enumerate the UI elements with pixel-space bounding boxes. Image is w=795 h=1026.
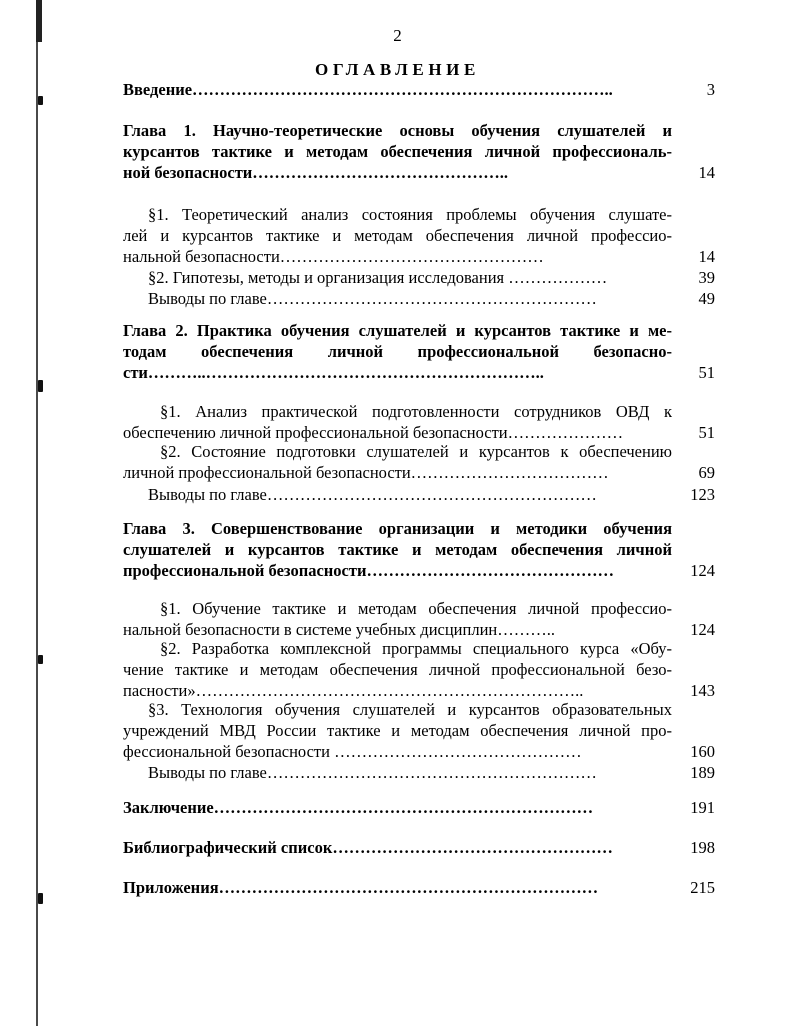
toc-entry-title: сти………..…………………………………………………….. — [123, 363, 544, 382]
toc-page-number: 51 — [698, 363, 715, 382]
toc-entry-title: Введение………………………………………………………………….. — [123, 80, 613, 99]
toc-entry-title: ной безопасности……………………………………….. — [123, 163, 509, 182]
toc-page-number: 123 — [690, 485, 715, 504]
toc-entry-title: профессиональной безопасности……………………………………… — [123, 561, 614, 580]
toc-page-number: 215 — [690, 878, 715, 897]
toc-page-number: 49 — [698, 289, 715, 308]
toc-page-number: 3 — [706, 80, 715, 99]
scan-edge-line — [36, 0, 38, 1026]
toc-page-number: 14 — [698, 163, 715, 182]
toc-entry-title: Выводы по главе…………………………………………………… — [148, 763, 597, 782]
toc-entry-title: Заключение…………………………………………………………… — [123, 798, 594, 817]
toc-entry-title: §1. Теоретический анализ состояния проблемы обучения слушате- — [148, 205, 672, 224]
toc-page-number: 124 — [690, 620, 715, 639]
toc-page-number: 143 — [690, 681, 715, 700]
toc-entry-title: Глава 1. Научно-теоретические основы обучения слушателей и — [123, 121, 672, 140]
toc-entry-title: Библиографический список…………………………………………… — [123, 838, 613, 857]
toc-entry-title: чение тактике и методам обеспечения личной профессиональной безо- — [123, 660, 672, 679]
toc-entry-title: личной профессиональной безопасности……………………………… — [123, 463, 609, 482]
toc-entry-title: фессиональной безопасности ……………………………………… — [123, 742, 582, 761]
toc-entry-title: учреждений МВД России тактике и методам обеспечения личной про- — [123, 721, 672, 740]
toc-entry-title: §1. Анализ практической подготовленности сотрудников ОВД к — [160, 402, 672, 421]
toc-page-number: 69 — [698, 463, 715, 482]
toc-page-number: 124 — [690, 561, 715, 580]
toc-entry-title: тодам обеспечения личной профессиональной безопасно- — [123, 342, 672, 361]
binding-hole-mark — [38, 380, 43, 392]
toc-page-number: 191 — [690, 798, 715, 817]
toc-page-number: 14 — [698, 247, 715, 266]
binding-hole-mark — [38, 893, 43, 904]
toc-entry-title: пасности»…………………………………………………………….. — [123, 681, 584, 700]
toc-entry-title: Выводы по главе…………………………………………………… — [148, 289, 597, 308]
toc-page-number: 160 — [690, 742, 715, 761]
toc-entry-title: §3. Технология обучения слушателей и курсантов образовательных — [148, 700, 672, 719]
toc-entry-title: обеспечению личной профессиональной безопасности………………… — [123, 423, 624, 442]
toc-entry-title: §2. Гипотезы, методы и организация исследования ……………… — [148, 268, 608, 287]
toc-page-number: 189 — [690, 763, 715, 782]
toc-page-number: 39 — [698, 268, 715, 287]
toc-entry-title: Глава 2. Практика обучения слушателей и курсантов тактике и ме- — [123, 321, 672, 340]
toc-entry-title: §2. Разработка комплексной программы специального курса «Обу- — [160, 639, 672, 658]
toc-page-number: 198 — [690, 838, 715, 857]
toc-page-number: 51 — [698, 423, 715, 442]
toc-entry-title: слушателей и курсантов тактике и методам обеспечения личной — [123, 540, 672, 559]
page-number: 2 — [393, 26, 402, 45]
toc-entry-title: нальной безопасности в системе учебных дисциплин……….. — [123, 620, 555, 639]
toc-entry-title: курсантов тактике и методам обеспечения личной профессиональ- — [123, 142, 672, 161]
toc-entry-title: нальной безопасности………………………………………… — [123, 247, 544, 266]
toc-entry-title: лей и курсантов тактике и методам обеспечения личной профессио- — [123, 226, 672, 245]
toc-entry-title: Глава 3. Совершенствование организации и методики обучения — [123, 519, 672, 538]
toc-entry-title: Выводы по главе…………………………………………………… — [148, 485, 597, 504]
toc-entry-title: §2. Состояние подготовки слушателей и курсантов к обеспечению — [160, 442, 672, 461]
binding-hole-mark — [38, 655, 43, 664]
binding-hole-mark — [38, 96, 43, 105]
toc-entry-title: §1. Обучение тактике и методам обеспечения личной профессио- — [160, 599, 672, 618]
page-title: ОГЛАВЛЕНИЕ — [315, 60, 480, 79]
toc-entry-title: Приложения…………………………………………………………… — [123, 878, 599, 897]
